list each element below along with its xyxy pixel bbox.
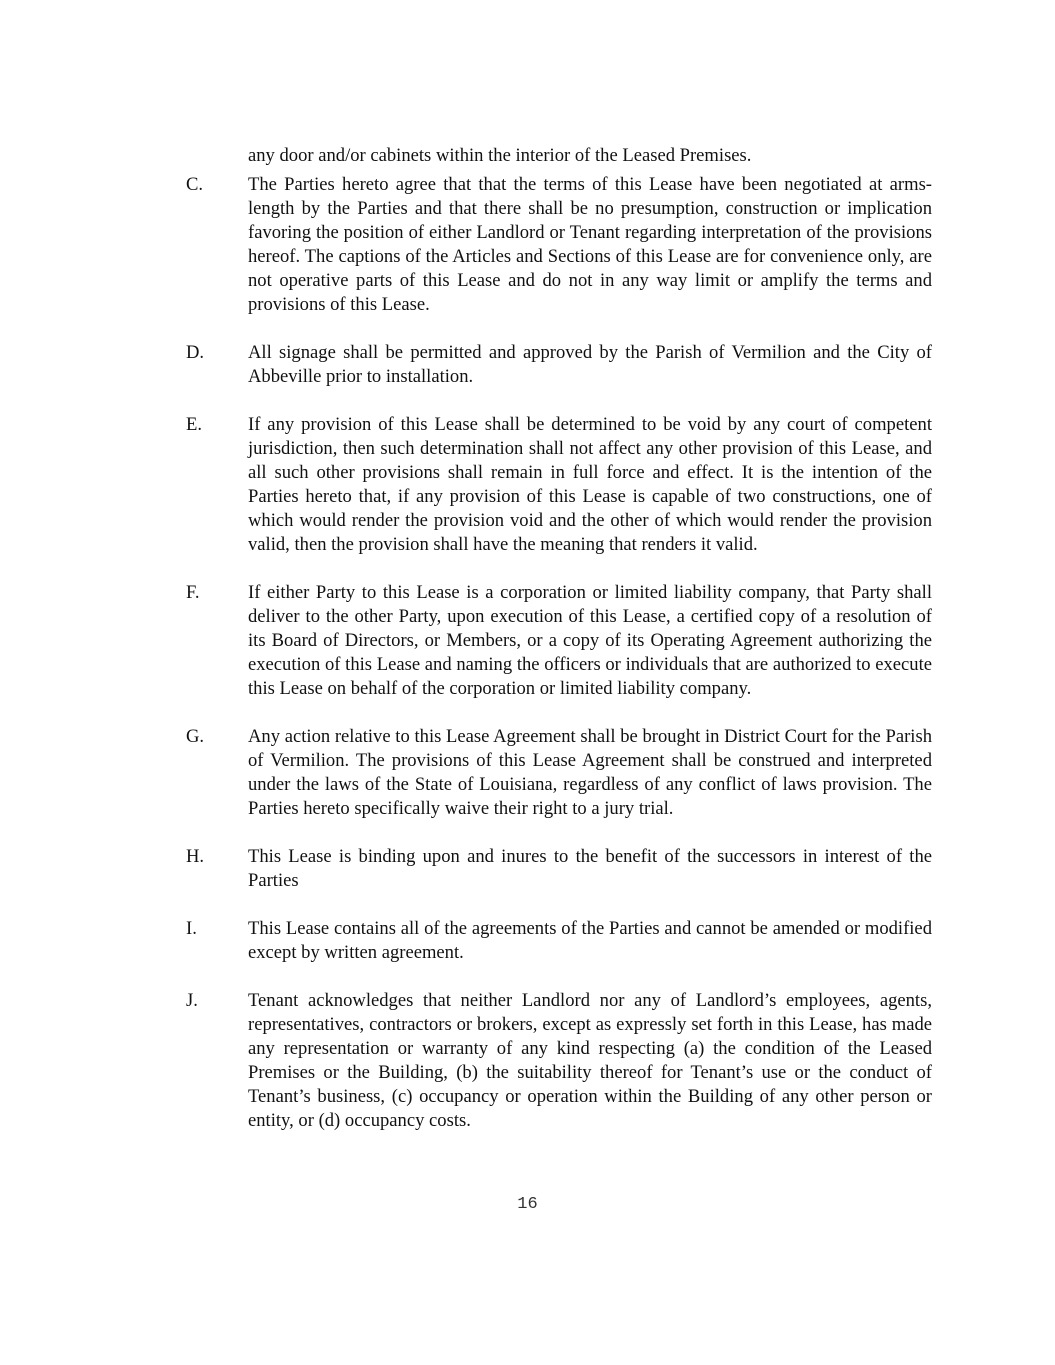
- provision-letter: H.: [186, 846, 205, 867]
- page-number: 16: [517, 1195, 538, 1214]
- provision-letter: F.: [186, 582, 200, 603]
- provision-i: [186, 917, 932, 965]
- provision-e: [186, 413, 932, 557]
- provision-text: If either Party to this Lease is a corporation or limited liability company, that Party shall deliver to the other Party, upon execution of this Lease, a certified copy of a resolution of its Board of Directors, or Members, or a copy of its Operating Agreement authorizing the execution of this Lease and naming the officers or individuals that are authorized to execute this Lease on behalf of the corporation or limited liability company.: [248, 582, 932, 699]
- provision-f: [186, 581, 932, 701]
- provision-h: [186, 845, 932, 893]
- provision-letter: I.: [186, 918, 197, 939]
- provision-letter: G.: [186, 726, 205, 747]
- provision-text: This Lease is binding upon and inures to the benefit of the successors in interest of the Parties: [248, 846, 932, 891]
- provision-d: [186, 341, 932, 389]
- provision-text: All signage shall be permitted and approved by the Parish of Vermilion and the City of Abbeville prior to installation.: [248, 342, 932, 387]
- continuation-paragraph: any door and/or cabinets within the interior of the Leased Premises.: [248, 144, 752, 166]
- provision-letter: D.: [186, 342, 205, 363]
- provision-g: [186, 725, 932, 821]
- provision-text: Tenant acknowledges that neither Landlord nor any of Landlord’s employees, agents, representatives, contractors or brokers, except as expressly set forth in this Lease, has made any representation or warranty of any kind respecting (a) the condition of the Leased Premises or the Building, (b) the suitability thereof for Tenant’s use or the conduct of Tenant’s business, (c) occupancy or operation within the Building of any other person or entity, or (d) occupancy costs.: [248, 990, 932, 1131]
- provision-text: This Lease contains all of the agreements of the Parties and cannot be amended or modified except by written agreement.: [248, 918, 932, 963]
- provision-text: The Parties hereto agree that that the terms of this Lease have been negotiated at arms-length by the Parties and that there shall be no presumption, construction or implication favoring the position of either Landlord or Tenant regarding interpretation of the provisions hereof. The captions of the Articles and Sections of this Lease are for convenience only, are not operative parts of this Lease and do not in any way limit or amplify the terms and provisions of this Lease.: [248, 174, 932, 315]
- provision-text: Any action relative to this Lease Agreement shall be brought in District Court for the Parish of Vermilion. The provisions of this Lease Agreement shall be construed and interpreted under the laws of the State of Louisiana, regardless of any conflict of laws provision. The Parties hereto specifically waive their right to a jury trial.: [248, 726, 932, 819]
- provisions-list: [186, 173, 932, 1157]
- provision-c: [186, 173, 932, 317]
- provision-letter: C.: [186, 174, 204, 195]
- provision-text: If any provision of this Lease shall be determined to be void by any court of competent jurisdiction, then such determination shall not affect any other provision of this Lease, and all such other provisions shall remain in full force and effect. It is the intention of the Parties hereto that, if any provision of this Lease is capable of two constructions, one of which would render the provision void and the other of which would render the provision valid, then the provision shall have the meaning that renders it valid.: [248, 414, 932, 555]
- provision-letter: E.: [186, 414, 203, 435]
- provision-letter: J.: [186, 990, 198, 1011]
- provision-j: [186, 989, 932, 1133]
